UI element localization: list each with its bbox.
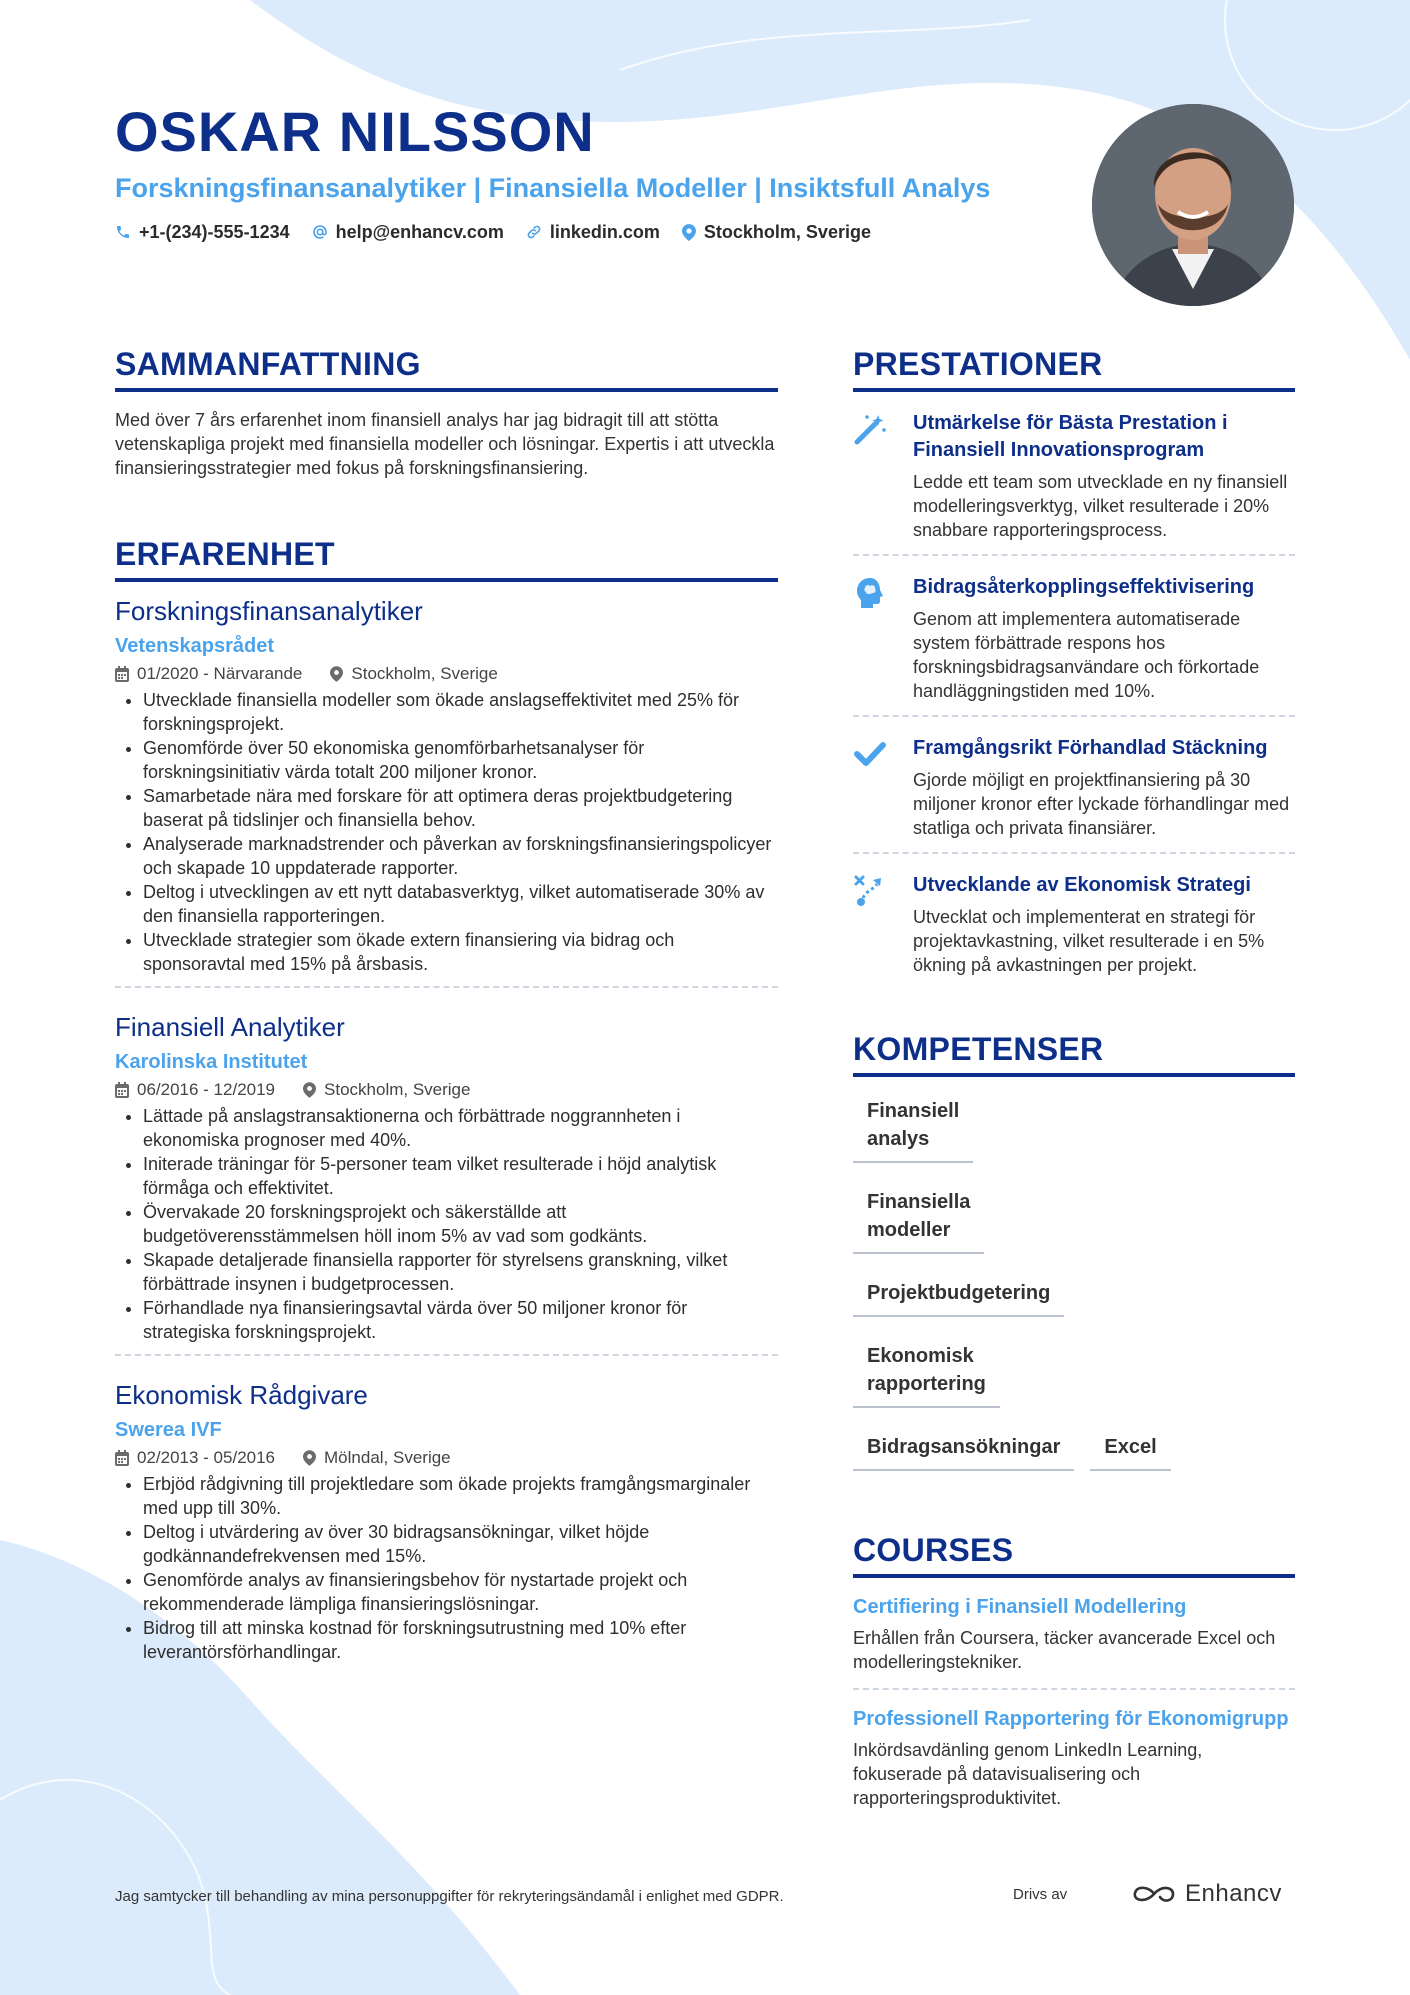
calendar-icon — [115, 666, 129, 682]
job-bullet: • Deltog i utvecklingen av ett nytt databasverktyg, vilket automatiserade 30% av den finansiella rapporteringen. — [143, 880, 778, 928]
job-title: Ekonomisk Rådgivare — [115, 1380, 368, 1410]
achievement-item — [853, 854, 1295, 989]
checkmark-icon — [853, 735, 893, 840]
job-entry — [115, 1010, 778, 1366]
job-bullet: • Förhandlade nya finansieringsavtal värda över 50 miljoner kronor för strategiska forskningsprojekt. — [143, 1296, 778, 1344]
achievement-title: Bidragsåterkopplingseffektivisering — [913, 576, 1255, 598]
job-bullet: • Lättade på anslagstransaktionerna och förbättrade noggrannheten i ekonomiska prognoser med 40%. — [143, 1104, 778, 1152]
strategy-icon — [853, 872, 893, 977]
contact-phone-text: +1-(234)-555-1234 — [139, 222, 290, 242]
job-bullet: • Bidrog till att minska kostnad för forskningsutrustning med 10% efter leverantörsförhandlingar. — [143, 1616, 778, 1664]
profile-photo — [1092, 104, 1294, 306]
job-entry — [115, 594, 778, 998]
job-dates — [115, 662, 302, 686]
achievement-title: Utvecklande av Ekonomisk Strategi — [913, 874, 1251, 896]
achievement-desc: Genom att implementera automatiserade system förbättrade respons hos forskningsbidragsanvändare och förkortade handläggningstiden med 10%. — [913, 609, 1260, 701]
company-name: Karolinska Institutet — [115, 1051, 308, 1073]
achievement-title: Framgångsrikt Förhandlad Stäckning — [913, 737, 1268, 759]
job-dates-text: 02/2013 - 05/2016 — [137, 1448, 276, 1467]
job-location — [303, 1078, 470, 1102]
summary-section — [115, 344, 778, 480]
achievements-section — [853, 344, 1295, 989]
company-name: Vetenskapsrådet — [115, 635, 274, 657]
powered-by-label: Drivs av — [1013, 1886, 1068, 1903]
skill-tag: Finansiell analys — [853, 1095, 973, 1163]
company-name: Swerea IVF — [115, 1419, 222, 1441]
job-bullet: • Utvecklade strategier som ökade extern finansiering via bidrag och sponsoravtal med 15% på årsbasis. — [143, 928, 778, 976]
job-bullets — [115, 1104, 778, 1344]
magic-wand-icon — [853, 410, 893, 542]
achievement-body — [893, 574, 1295, 703]
location-pin-icon — [330, 666, 343, 682]
calendar-icon — [115, 1450, 129, 1466]
job-dates — [115, 1078, 275, 1102]
job-bullet: • Övervakade 20 forskningsprojekt och säkerställde att budgetöverensstämmelsen höll inom 5% av vad som godkänts. — [143, 1200, 778, 1248]
achievement-item — [853, 717, 1295, 854]
job-location-text: Stockholm, Sverige — [351, 664, 498, 683]
skills-section — [853, 1029, 1295, 1494]
achievement-body — [893, 872, 1295, 977]
calendar-icon — [115, 1082, 129, 1098]
job-title: Forskningsfinansanalytiker — [115, 596, 423, 626]
job-dates-text: 06/2016 - 12/2019 — [137, 1080, 276, 1099]
job-dates — [115, 1446, 275, 1470]
course-desc: Erhållen från Coursera, täcker avancerade Excel och modelleringstekniker. — [853, 1628, 1276, 1672]
achievement-title: Utmärkelse för Bästa Prestation i Finansiell Innovationsprogram — [913, 412, 1228, 461]
summary-heading: SAMMANFATTNING — [115, 344, 778, 392]
gdpr-consent-text: Jag samtycker till behandling av mina personuppgifter för rekryteringsändamål i enlighet med GDPR. — [115, 1888, 784, 1905]
achievement-desc: Ledde ett team som utvecklade en ny finansiell modelleringsverktyg, vilket resulterade i 20% snabbare rapporteringsprocess. — [913, 472, 1288, 540]
skills-list — [853, 1095, 1295, 1494]
location-pin-icon — [303, 1450, 316, 1466]
skill-tag: Projektbudgetering — [853, 1277, 1064, 1317]
contact-location — [682, 220, 871, 244]
contact-email[interactable] — [312, 220, 504, 244]
job-dates-text: 01/2020 - Närvarande — [137, 664, 303, 683]
contact-location-text: Stockholm, Sverige — [703, 222, 871, 242]
contact-phone[interactable] — [115, 220, 290, 244]
job-bullet: • Deltog i utvärdering av över 30 bidragsansökningar, vilket höjde godkännandefrekvensen med 15%. — [143, 1520, 778, 1568]
courses-section — [853, 1530, 1295, 1824]
course-desc: Inkördsavdänling genom LinkedIn Learning, fokuserade på datavisualisering och rapporteringsproduktivitet. — [853, 1740, 1203, 1808]
person-avatar-icon — [1092, 104, 1294, 306]
brand-name: Enhancv — [1185, 1880, 1282, 1907]
location-pin-icon — [682, 224, 696, 241]
job-bullet: • Samarbetade nära med forskare för att optimera deras projektbudgetering baserat på tidslinjer och finansiella behov. — [143, 784, 778, 832]
experience-section — [115, 534, 778, 1674]
job-bullet: • Utvecklade finansiella modeller som ökade anslagseffektivitet med 25% för forskningsprojekt. — [143, 688, 778, 736]
job-location-text: Stockholm, Sverige — [324, 1080, 471, 1099]
contact-linkedin[interactable] — [526, 220, 660, 244]
job-bullet: • Genomförde analys av finansieringsbehov för nystartade projekt och rekommenderade lämpliga finansieringslösningar. — [143, 1568, 778, 1616]
job-title: Finansiell Analytiker — [115, 1012, 345, 1042]
infinity-logo-icon — [1131, 1882, 1177, 1906]
achievement-body — [893, 410, 1295, 542]
job-bullet: • Analyserade marknadstrender och påverkan av forskningsfinansieringspolicyer och skapade 10 uppdaterade rapporter. — [143, 832, 778, 880]
job-location-text: Mölndal, Sverige — [324, 1448, 451, 1467]
achievement-item — [853, 556, 1295, 717]
job-meta — [115, 1446, 778, 1470]
job-bullets — [115, 688, 778, 976]
skills-heading: KOMPETENSER — [853, 1029, 1295, 1077]
enhancv-logo[interactable] — [1131, 1880, 1282, 1908]
summary-text: Med över 7 års erfarenhet inom finansiell analys har jag bidragit till att stötta vetenskapliga projekt med finansiella modeller och lösningar. Expertis i att utveckla finansieringsstrategier med fokus på forskningsfinansiering. — [115, 410, 775, 478]
job-location — [330, 662, 497, 686]
candidate-name: OSKAR NILSSON — [115, 100, 595, 163]
footer — [115, 1882, 1295, 1912]
course-title: Professionell Rapportering för Ekonomigrupp — [853, 1708, 1289, 1730]
job-meta — [115, 1078, 778, 1102]
job-bullet: • Genomförde över 50 ekonomiska genomförbarhetsanalyser för forskningsinitiativ värda totalt 200 miljoner kronor. — [143, 736, 778, 784]
experience-heading: ERFARENHET — [115, 534, 778, 582]
contact-email-text: help@enhancv.com — [335, 222, 504, 242]
contact-bar — [115, 220, 1075, 244]
course-item — [853, 1690, 1295, 1824]
job-bullet: • Initerade träningar för 5-personer team vilket resulterade i höjd analytisk förmåga och effektivitet. — [143, 1152, 778, 1200]
location-pin-icon — [303, 1082, 316, 1098]
achievements-heading: PRESTATIONER — [853, 344, 1295, 392]
job-bullets — [115, 1472, 778, 1664]
achievement-item — [853, 392, 1295, 556]
skill-tag: Ekonomisk rapportering — [853, 1340, 1000, 1408]
skill-tag: Bidragsansökningar — [853, 1431, 1074, 1471]
candidate-headline: Forskningsfinansanalytiker | Finansiella Modeller | Insiktsfull Analys — [115, 173, 991, 203]
job-bullet: • Erbjöd rådgivning till projektledare som ökade projekts framgångsmarginaler med upp till 30%. — [143, 1472, 778, 1520]
at-icon — [312, 224, 328, 240]
skill-tag: Excel — [1090, 1431, 1170, 1471]
contact-linkedin-text: linkedin.com — [549, 222, 660, 242]
achievement-desc: Gjorde möjligt en projektfinansiering på 30 miljoner kronor efter lyckade förhandlingar med statliga och privata finansiärer. — [913, 770, 1290, 838]
course-item — [853, 1578, 1295, 1690]
job-entry — [115, 1378, 778, 1674]
job-meta — [115, 662, 778, 686]
courses-heading: COURSES — [853, 1530, 1295, 1578]
resume-header — [115, 100, 1075, 244]
left-column — [115, 344, 778, 1674]
phone-icon — [115, 224, 131, 240]
course-title: Certifiering i Finansiell Modellering — [853, 1596, 1187, 1618]
divider — [115, 1354, 778, 1356]
job-bullet: • Skapade detaljerade finansiella rapporter för styrelsens granskning, vilket förbättrade insynen i budgetprocessen. — [143, 1248, 778, 1296]
link-icon — [526, 224, 542, 240]
divider — [115, 986, 778, 988]
right-column — [853, 344, 1295, 1824]
job-location — [303, 1446, 451, 1470]
achievement-desc: Utvecklat och implementerat en strategi för projektavkastning, vilket resulterade i en 5% ökning på avkastningen per projekt. — [913, 907, 1265, 975]
skill-tag: Finansiella modeller — [853, 1186, 984, 1254]
head-brain-icon — [853, 574, 893, 703]
achievement-body — [893, 735, 1295, 840]
